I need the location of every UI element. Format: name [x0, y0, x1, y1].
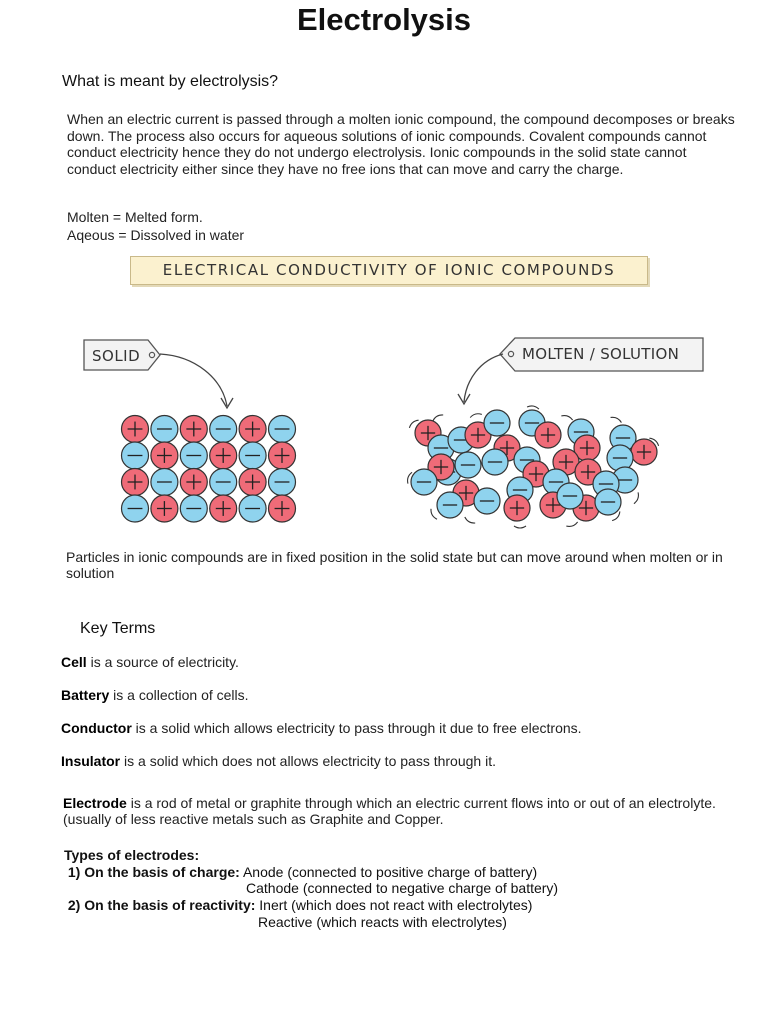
negative-ion: [595, 489, 621, 515]
positive-ion: [239, 416, 266, 443]
term-insulator: [61, 753, 496, 769]
types-heading: Types of electrodes:: [64, 847, 200, 863]
term-text: is a collection of cells.: [109, 687, 249, 703]
negative-ion: [269, 416, 296, 443]
aqueous-definition: Aqeous = Dissolved in water: [67, 227, 245, 243]
inert-text: Inert (which does not react with electrolytes): [255, 897, 533, 914]
molten-tag-label: MOLTEN / SOLUTION: [522, 345, 680, 363]
term-text: is a source of electricity.: [86, 654, 239, 670]
section-heading: What is meant by electrolysis?: [62, 73, 279, 90]
electrode-types: [64, 847, 558, 931]
reactivity-label: 2) On the basis of reactivity:: [67, 897, 256, 914]
negative-ion: [437, 492, 463, 518]
motion-mark: [429, 509, 437, 520]
positive-ion: [122, 416, 149, 443]
positive-ion: [239, 469, 266, 496]
motion-mark: [432, 413, 443, 421]
positive-ion: [151, 442, 178, 469]
positive-ion: [180, 416, 207, 443]
positive-ion: [269, 495, 296, 522]
term-name: Conductor: [61, 720, 132, 736]
negative-ion: [484, 410, 510, 436]
negative-ion: [151, 416, 178, 443]
negative-ion: [411, 469, 437, 495]
negative-ion: [557, 483, 583, 509]
term-text: is a rod of metal or graphite through which an electric current flows into or out of an electrolyte. (usually of less reactive metals such as Graphite and Copper.: [63, 795, 716, 828]
motion-mark: [527, 405, 539, 409]
negative-ion: [455, 452, 481, 478]
molten-definition: Molten = Melted form.: [67, 209, 203, 225]
intro-paragraph: When an electric current is passed through a molten ionic compound, the compound decomposes or breaks down. The process also occurs for aqueous solutions of ionic compounds. Covalent compounds cannot conduct electricity hence they do not undergo electrolysis. Ionic compounds in the solid state cannot conduct electricity either since they have no free ions that can move and carry the charge.: [67, 111, 735, 177]
negative-ion: [210, 416, 237, 443]
term-text: is a solid which allows electricity to pass through it due to free electrons.: [131, 720, 582, 736]
term-conductor: [61, 720, 582, 736]
positive-ion: [631, 439, 657, 465]
motion-mark: [561, 414, 573, 420]
diagram-caption: Particles in ionic compounds are in fixed position in the solid state but can move around when molten or in solution: [66, 549, 723, 582]
diagram-banner-text: ELECTRICAL CONDUCTIVITY OF IONIC COMPOUNDS: [162, 261, 616, 279]
term-name: Insulator: [61, 753, 121, 769]
negative-ion: [180, 495, 207, 522]
ionic-conductivity-diagram: [0, 290, 768, 540]
motion-mark: [470, 413, 482, 418]
cathode-text: Cathode (connected to negative charge of battery): [246, 880, 559, 897]
negative-ion: [239, 442, 266, 469]
key-terms-heading: Key Terms: [80, 620, 156, 637]
motion-mark: [634, 492, 640, 504]
positive-ion: [269, 442, 296, 469]
term-battery: [61, 687, 249, 703]
term-name: Cell: [61, 654, 87, 670]
motion-mark: [611, 416, 623, 423]
page-title: Electrolysis: [296, 2, 472, 37]
term-name: Battery: [61, 687, 110, 703]
molten-ions: [406, 405, 660, 528]
positive-ion: [151, 495, 178, 522]
solid-arrow: [160, 354, 227, 406]
motion-mark: [514, 526, 526, 528]
positive-ion: [210, 442, 237, 469]
term-cell: [61, 654, 239, 670]
term-electrode: [63, 795, 723, 828]
positive-ion: [210, 495, 237, 522]
positive-ion: [504, 495, 530, 521]
negative-ion: [474, 488, 500, 514]
positive-ion: [180, 469, 207, 496]
positive-ion: [122, 469, 149, 496]
solid-tag-label: SOLID: [92, 347, 141, 365]
solid-lattice: [122, 416, 296, 523]
positive-ion: [535, 422, 561, 448]
negative-ion: [210, 469, 237, 496]
motion-mark: [464, 517, 475, 525]
negative-ion: [151, 469, 178, 496]
negative-ion: [122, 495, 149, 522]
negative-ion: [269, 469, 296, 496]
motion-mark: [566, 522, 578, 528]
diagram-banner: [130, 256, 648, 285]
negative-ion: [180, 442, 207, 469]
reactive-text: Reactive (which reacts with electrolytes): [258, 913, 507, 930]
term-name: Electrode: [63, 795, 127, 811]
negative-ion: [482, 449, 508, 475]
term-text: is a solid which does not allows electricity to pass through it.: [120, 753, 496, 769]
negative-ion: [239, 495, 266, 522]
negative-ion: [122, 442, 149, 469]
anode-text: Anode (connected to positive charge of battery): [239, 863, 538, 880]
charge-label: 1) On the basis of charge:: [67, 863, 240, 880]
